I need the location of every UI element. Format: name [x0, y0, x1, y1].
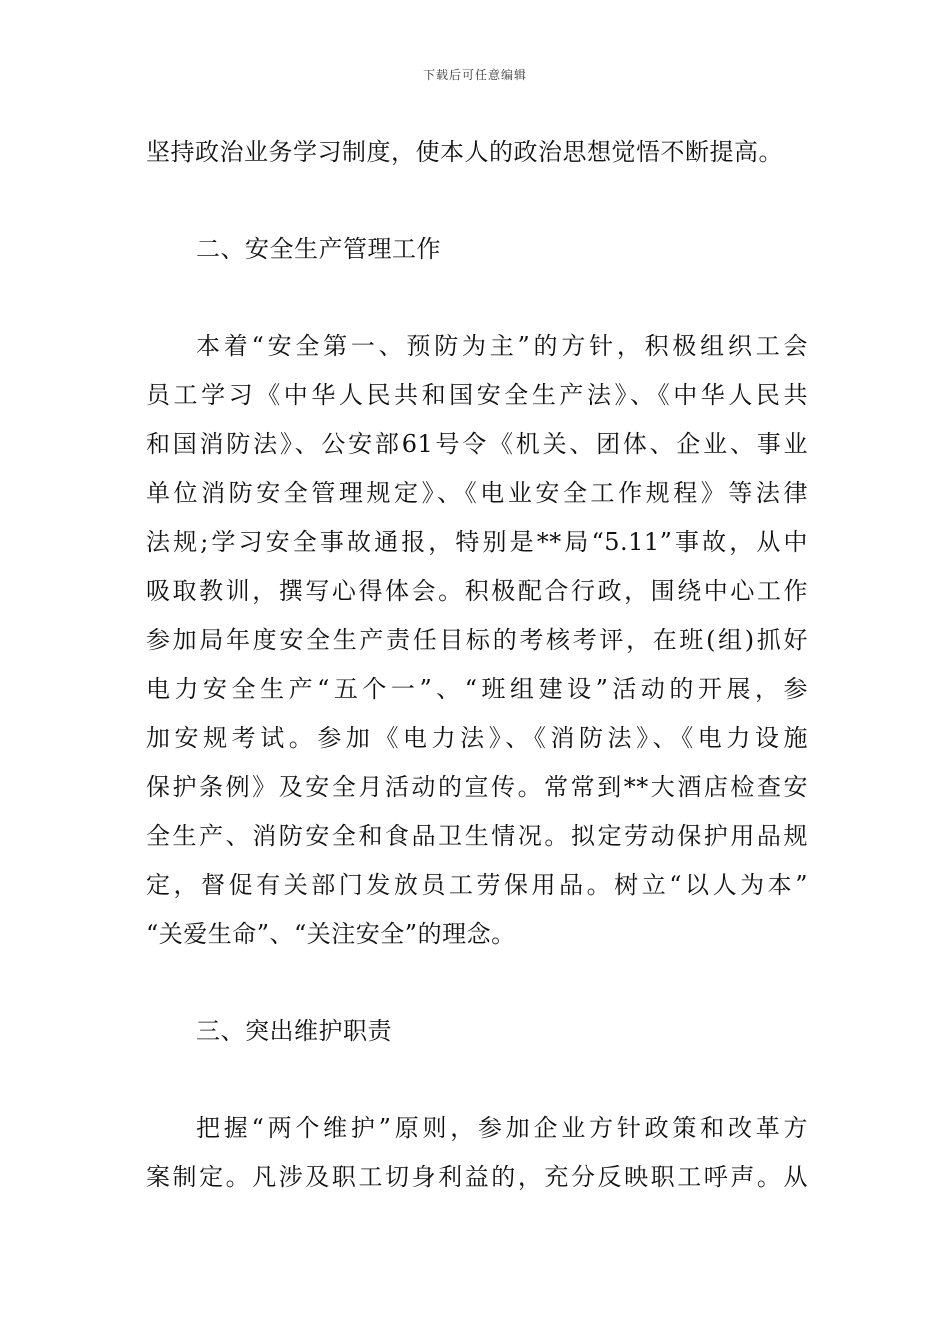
text-line: 电力安全生产“五个一”、“班组建设”活动的开展，参 — [146, 675, 808, 703]
page-header-note: 下载后可任意编辑 — [422, 68, 527, 82]
text-line: 员工学习《中华人民共和国安全生产法》、《中华人民共 — [146, 381, 808, 409]
paragraph-gap — [146, 959, 808, 1007]
section-heading-3: 三、突出维护职责 — [196, 1017, 392, 1045]
text-line: 本着“安全第一、预防为主”的方针，积极组织工会 — [196, 332, 808, 360]
paragraph-gap — [146, 177, 808, 225]
document-body — [146, 128, 808, 1202]
text-line: 和国消防法》、公安部61号令《机关、团体、企业、事业 — [146, 430, 808, 458]
text-line: 参加局年度安全生产责任目标的考核考评，在班(组)抓好 — [146, 626, 808, 654]
text-line: 法规;学习安全事故通报，特别是**局“5.11”事故，从中 — [146, 528, 808, 556]
paragraph-intro — [146, 128, 808, 177]
text-line: 全生产、消防安全和食品卫生情况。拟定劳动保护用品规 — [146, 822, 808, 850]
text-line: 把握“两个维护”原则，参加企业方针政策和改革方 — [196, 1114, 808, 1142]
text-line: 坚持政治业务学习制度，使本人的政治思想觉悟不断提高。 — [146, 138, 783, 166]
paragraph-duty — [146, 1104, 808, 1202]
text-line: 加安规考试。参加《电力法》、《消防法》、《电力设施 — [146, 724, 808, 752]
text-line: 保护条例》及安全月活动的宣传。常常到**大酒店检查安 — [146, 773, 808, 801]
paragraph-safety-management — [146, 322, 808, 959]
text-line: “关爱生命”、“关注安全”的理念。 — [146, 920, 516, 948]
text-line: 单位消防安全管理规定》、《电业安全工作规程》等法律 — [146, 479, 808, 507]
text-line: 定，督促有关部门发放员工劳保用品。树立“以人为本” — [146, 871, 808, 899]
text-line: 吸取教训，撰写心得体会。积极配合行政，围绕中心工作 — [146, 577, 808, 605]
section-heading-2: 二、安全生产管理工作 — [196, 235, 441, 263]
paragraph-gap — [146, 1056, 808, 1104]
paragraph-gap — [146, 274, 808, 322]
text-line: 案制定。凡涉及职工切身利益的，充分反映职工呼声。从 — [146, 1163, 808, 1191]
